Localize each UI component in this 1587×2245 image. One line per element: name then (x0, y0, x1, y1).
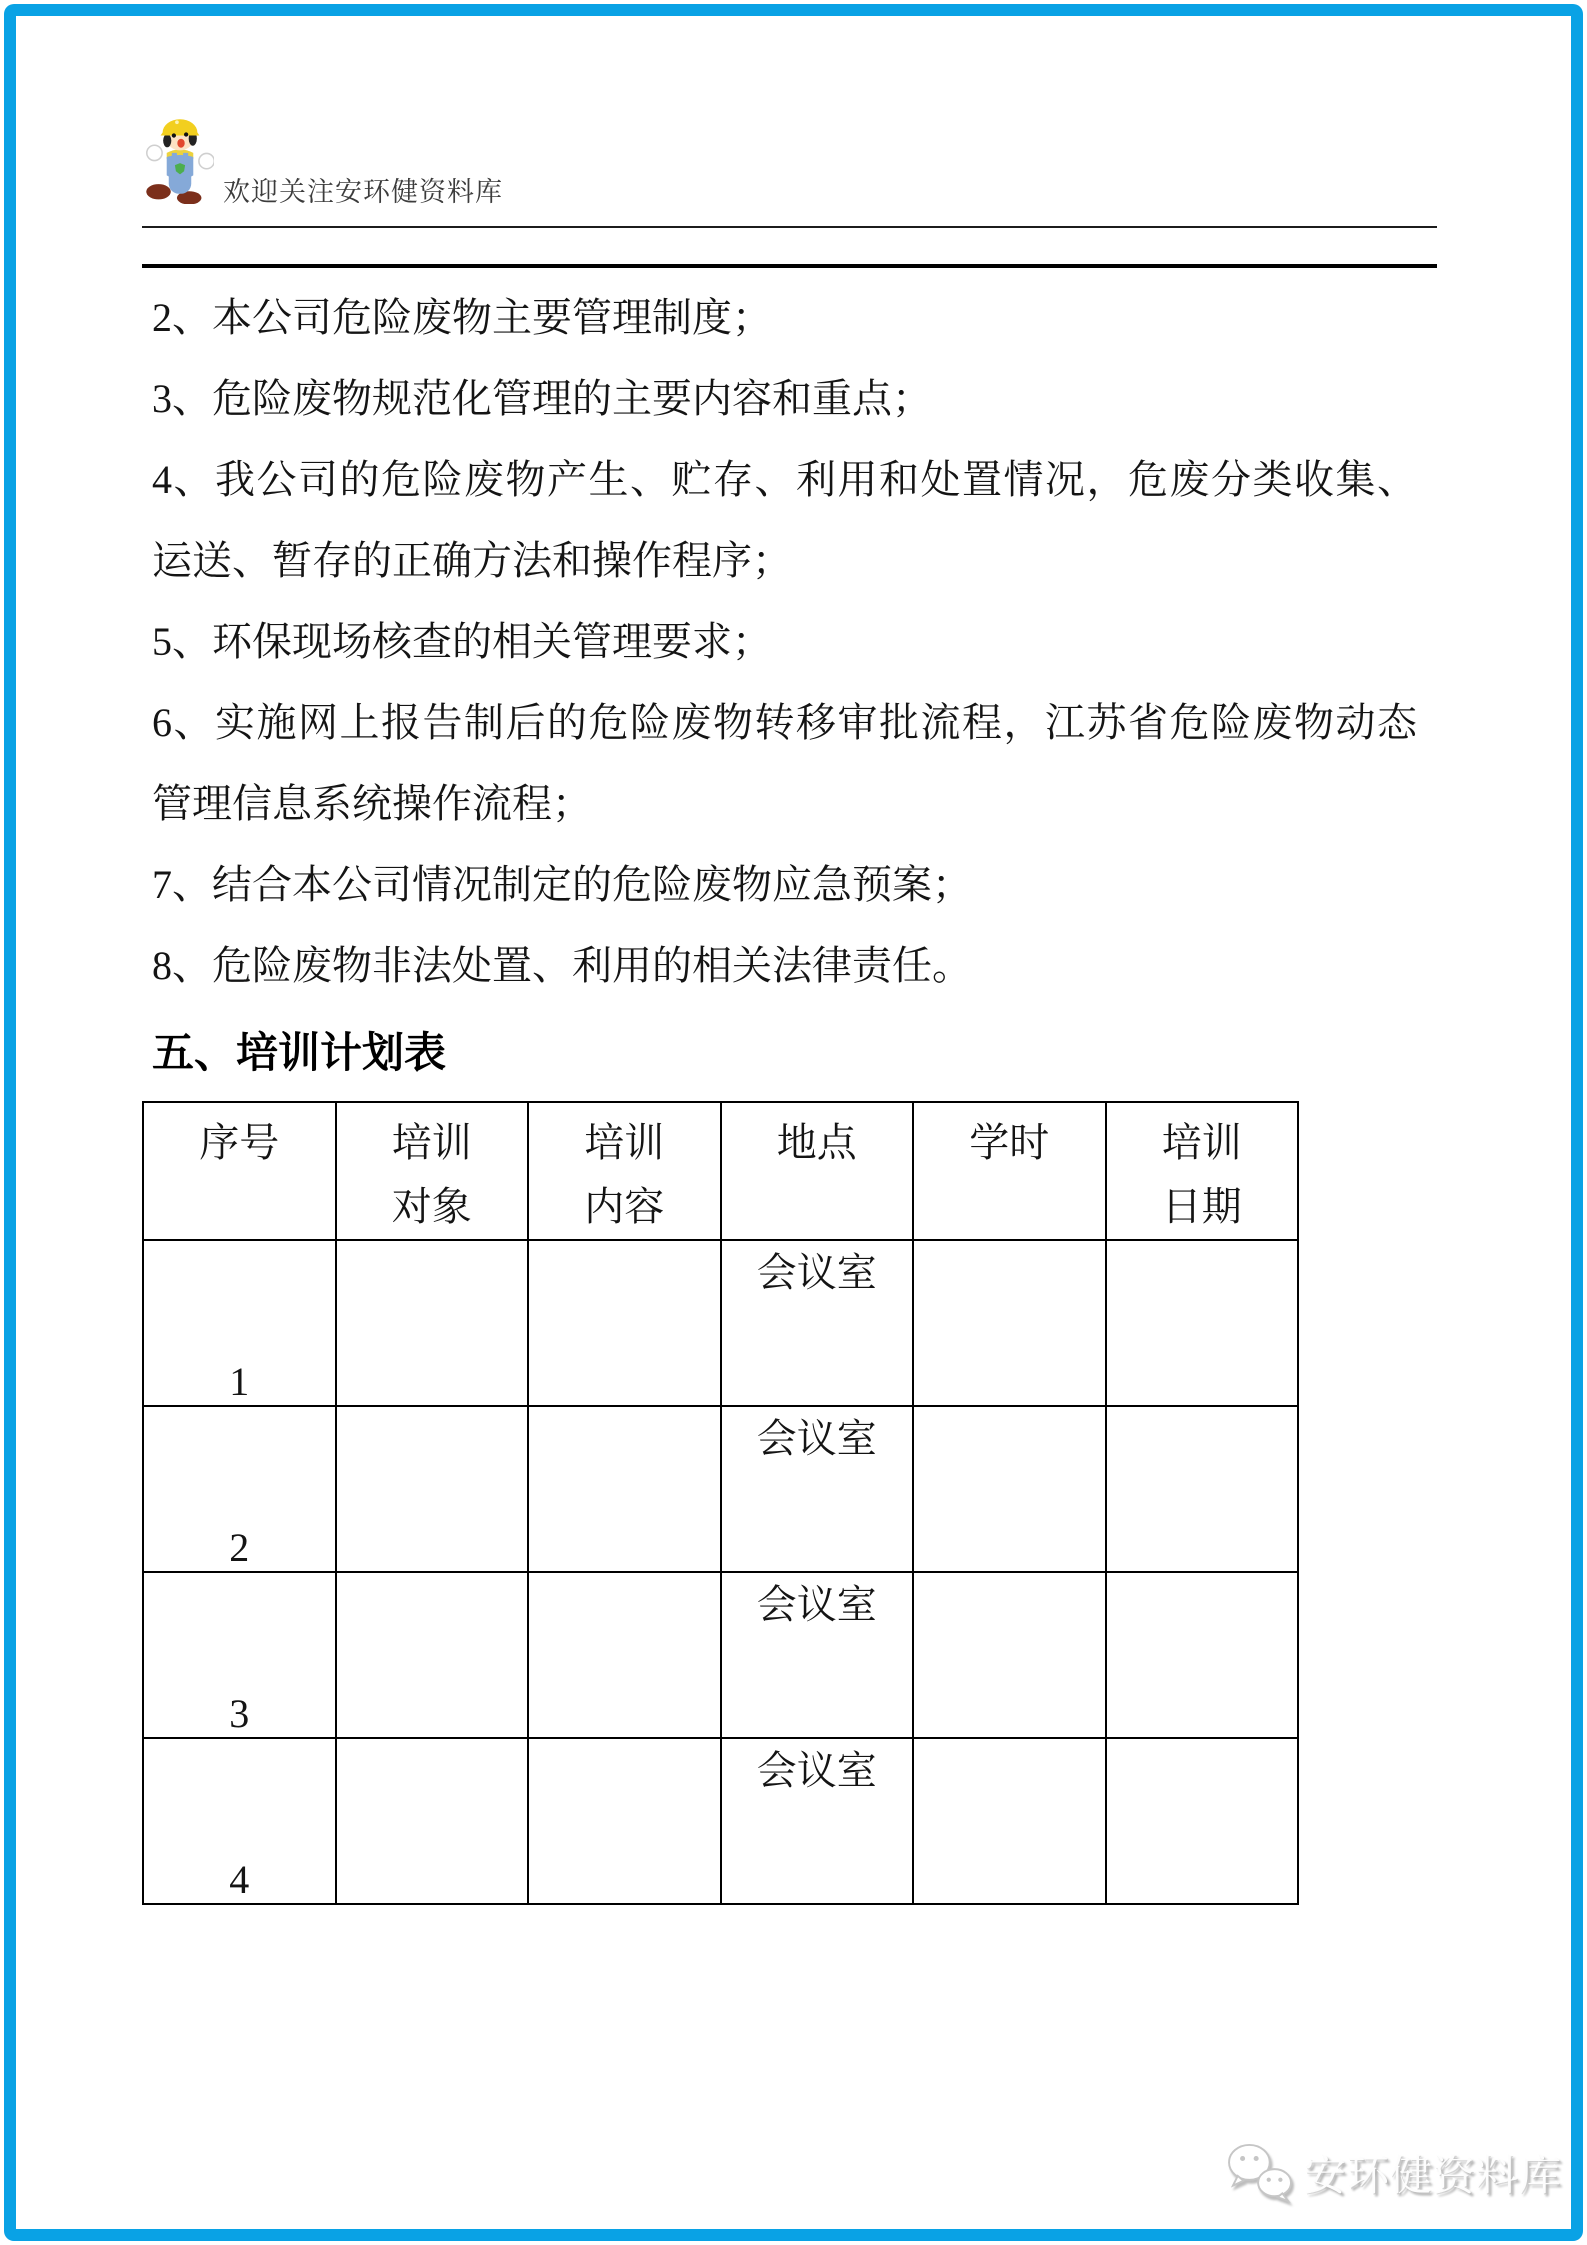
list-item-line: 管理信息系统操作流程； (152, 781, 592, 826)
target-cell (336, 1738, 529, 1904)
content-cell (528, 1240, 721, 1406)
header-cell-content (528, 1102, 721, 1240)
training-content-list (152, 277, 1438, 1006)
table-row (143, 1240, 1298, 1406)
location-cell: 会议室 (721, 1406, 914, 1572)
serial-cell: 2 (143, 1406, 336, 1572)
header-label: 学时 (969, 1120, 1050, 1165)
content-cell (528, 1406, 721, 1572)
footer-watermark (1226, 2140, 1562, 2206)
date-cell (1106, 1406, 1299, 1572)
safety-worker-mascot-icon (146, 110, 214, 204)
list-item-line: 6、实施网上报告制后的危险废物转移审批流程，江苏省危险废物动态 (152, 700, 1419, 745)
serial-cell: 3 (143, 1572, 336, 1738)
wechat-icon (1226, 2142, 1296, 2204)
header-cell-hours (913, 1102, 1106, 1240)
location-cell: 会议室 (721, 1572, 914, 1738)
header-label: 培训 (584, 1120, 665, 1165)
header-label: 培训 (391, 1120, 472, 1165)
location-cell: 会议室 (721, 1738, 914, 1904)
date-cell (1106, 1572, 1299, 1738)
list-item-line: 2、本公司危险废物主要管理制度； (152, 295, 772, 340)
table-row (143, 1406, 1298, 1572)
target-cell (336, 1572, 529, 1738)
section-heading: 五、培训计划表 (152, 1031, 447, 1077)
content-cell (528, 1738, 721, 1904)
serial-cell: 4 (143, 1738, 336, 1904)
header-label: 日期 (1161, 1184, 1242, 1229)
location-cell: 会议室 (721, 1240, 914, 1406)
hours-cell (913, 1406, 1106, 1572)
content-cell (528, 1572, 721, 1738)
header-cell-target (336, 1102, 529, 1240)
hours-cell (913, 1572, 1106, 1738)
header-label: 对象 (391, 1184, 472, 1229)
banner-text: 欢迎关注安环健资料库 (223, 177, 503, 207)
training-plan-table (142, 1101, 1299, 1905)
header-label: 序号 (199, 1120, 280, 1165)
header-cell-serial (143, 1102, 336, 1240)
list-item-line: 4、我公司的危险废物产生、贮存、利用和处置情况，危废分类收集、 (152, 457, 1419, 502)
header-divider-thin (142, 226, 1437, 228)
watermark-text: 安环健资料库 (1304, 2154, 1563, 2200)
list-item-line: 5、环保现场核查的相关管理要求； (152, 619, 772, 664)
table-header-row (143, 1102, 1298, 1240)
header-label: 培训 (1161, 1120, 1242, 1165)
list-item-line: 8、危险废物非法处置、利用的相关法律责任。 (152, 943, 972, 988)
hours-cell (913, 1240, 1106, 1406)
hours-cell (913, 1738, 1106, 1904)
date-cell (1106, 1240, 1299, 1406)
date-cell (1106, 1738, 1299, 1904)
header-divider-thick (142, 264, 1437, 268)
header-cell-date (1106, 1102, 1299, 1240)
list-item-line: 3、危险废物规范化管理的主要内容和重点； (152, 376, 932, 421)
target-cell (336, 1240, 529, 1406)
list-item-line: 运送、暂存的正确方法和操作程序； (152, 538, 792, 583)
list-item-line: 7、结合本公司情况制定的危险废物应急预案； (152, 862, 972, 907)
target-cell (336, 1406, 529, 1572)
header-label: 地点 (776, 1120, 857, 1165)
table-row (143, 1572, 1298, 1738)
serial-cell: 1 (143, 1240, 336, 1406)
table-row (143, 1738, 1298, 1904)
header-cell-location (721, 1102, 914, 1240)
header-label: 内容 (584, 1184, 665, 1229)
